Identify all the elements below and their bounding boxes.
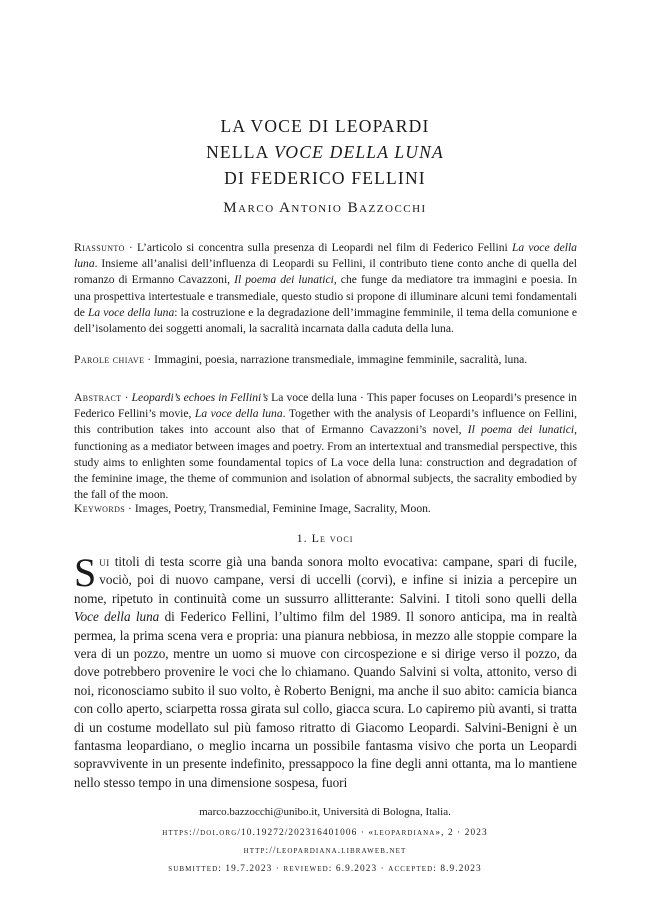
keywords-text: Images, Poetry, Transmedial, Feminine Image, Sacrality, Moon. [134,502,431,515]
article-title-line-2 [0,139,650,165]
body-italic: Voce della luna [74,609,160,625]
abstract-title-roman: La voce della luna [268,391,357,404]
keywords-paragraph [74,501,577,517]
separator: · [125,502,135,515]
riassunto-text: . Insieme all’analisi dell’influenza di Leopardi su Fellini, il contributo tiene conto anche di quella del romanzo di Ermanno Cavazzoni, [74,257,577,287]
section-heading: 1. Le voci [296,531,354,545]
riassunto-italic: Il poema dei lunatici [234,273,334,287]
riassunto-text: , che funge da mediatore tra immagini e poesia. In una prospettiva intertestuale e transmediale, questo studio si propone di illuminare alcuni temi fondamentali de [74,273,577,319]
parole-chiave-text: Immagini, poesia, narrazione transmediale, immagine femminile, sacralità, luna. [154,353,528,366]
abstract-label: Abstract [74,391,122,404]
parole-chiave-label: Parole chiave [74,353,145,366]
keywords-label: Keywords [74,502,126,515]
abstract-text: · This paper focuses on Leopardi’s presence in Federico Fellini’s movie, [74,391,577,421]
riassunto-label: Riassunto [74,241,125,254]
body-paragraph [74,550,577,792]
separator: · [124,241,137,254]
riassunto-text: L’articolo si concentra sulla presenza di Leopardi nel film di Federico Fellini [136,241,512,254]
drop-cap: S [74,550,97,595]
article-title-line-3 [0,165,650,191]
abstract-italic: Il poema dei lunatici [467,423,575,437]
film-title: VOCE DELLA LUNA [274,142,444,162]
article-title-line-1 [0,113,650,139]
riassunto-italic: La voce della luna [74,241,577,271]
submission-dates: submitted: 19.7.2023 · reviewed: 6.9.2023 · accepted: 8.9.2023 [168,864,482,874]
body-text: di Federico Fellini, l’ultimo film del 1989. Il sonoro anticipa, ma in realtà permea, la prima scena vera e propria: una pianura nebbiosa, in mezzo alle stoppie compare la vera di un pozzo, mentre un uomo si muove con circospezione e si dirige verso il pozzo, da dove potrebbero provenire le voci che lo chiamano. Quando Salvini si volta, attonito, verso di noi, riconosciamo subito il suo volto, è Roberto Benigni, ma anche il suo abito: camicia bianca con collo aperto, sciarpetta rossa girata sul collo, giacca scura. Lo capiremo più avanti, si tratta di un costume modellato sul più famoso ritratto di Giacomo Leopardi. Salvini-Benigni è un fantasma leopardiano, o meglio incarna un possibile fantasma visivo che porta un Leopardi sopravvivente in un presente indefinito, pressappoco la fine degli anni ottanta, ma lo mantiene nello stesso tempo in una dimensione sospesa, fuori [74,609,577,790]
author-name: Marco Antonio Bazzocchi [223,200,427,216]
separator: · [144,353,155,366]
doi-line: https://doi.org/10.19272/202316401006 · «leopardiana», 2 · 2023 [162,828,488,838]
lead-in: ui [99,554,110,569]
riassunto-italic: La voce della luna [87,305,175,319]
abstract-text: . Together with the analysis of Leopardi’s influence on Fellini, this contribution takes into account also that of Ermanno Cavazzoni’s novel, [74,407,577,437]
journal-url: http://leopardiana.libraweb.net [243,846,407,856]
riassunto-text: : la costruzione e la degradazione dell’immagine femminile, il tema della comunione e dell’isolamento dei soggetti anomali, la sacralità incarnata dalla caduta della luna. [74,305,577,336]
title-text: NELLA [206,142,275,162]
title-text: LA VOCE DI LEOPARDI [220,116,430,136]
author-contact: marco.bazzocchi@unibo.it, Università di Bologna, Italia. [199,806,451,818]
separator: · [121,391,132,404]
riassunto-paragraph [74,240,577,337]
abstract-text: , functioning as a mediator between images and poetry. From an intertextual and transmedial perspective, this study aims to enlighten some foundamental topics of La voce della luna: construction and degradation of the feminine image, the theme of communion and isolation of abnormal subjects, the sacrality embodied by the fall of the moon. [74,423,577,502]
abstract-italic: La voce della luna [194,407,283,421]
body-text: titoli di testa scorre già una banda sonora molto evocativa: campane, spari di fucile, vociò, poi di nuovo campane, versi di uccelli (corvi), e infine si inizia a percepire un nome, ripetuto in continuità come un sussurro allitterante: Salvini. I titoli sono quelli della [74,554,577,606]
abstract-title-italic: Leopardi’s echoes in Fellini’s [131,391,269,404]
title-text: DI FEDERICO FELLINI [224,168,426,188]
abstract-paragraph [74,390,577,503]
parole-chiave-paragraph [74,352,577,368]
